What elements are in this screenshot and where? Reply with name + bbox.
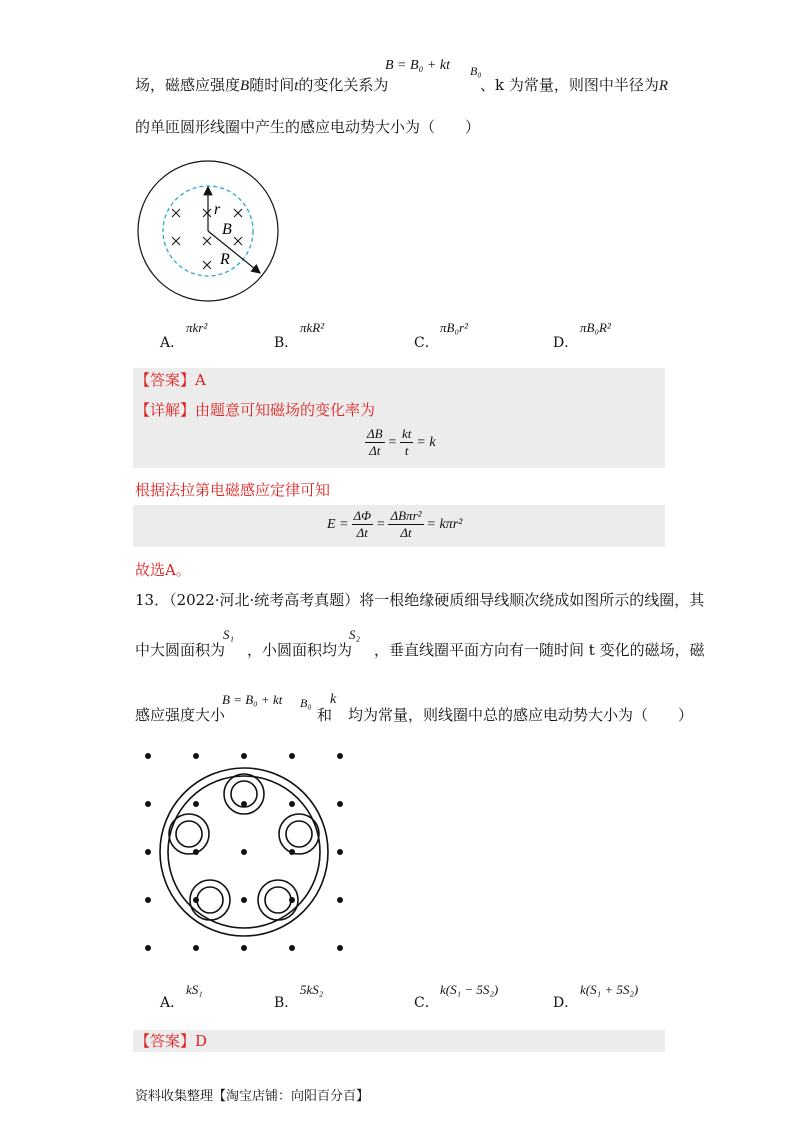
q13-formula: B = B₀ + kt bbox=[222, 692, 283, 707]
q13-option-b-letter: B． bbox=[274, 995, 299, 1011]
q13-stem-line2: 中大圆面积为 ，小圆面积均为 ，垂直线圈平面方向有一随时间 t 变化的磁场，磁 bbox=[135, 641, 705, 659]
q12-option-b-expr: πkR² bbox=[300, 320, 325, 335]
label-R: R bbox=[220, 251, 230, 268]
answer12-eq2: E = $\frac{\Delta\Phi}{\Delta t}$ = $\frac{\text{ΔBπr²}}{\Delta t}$ = kπr² bbox=[327, 508, 463, 540]
q12-figure bbox=[132, 158, 292, 308]
q13-option-a-expr: kS₁ bbox=[186, 982, 203, 997]
q13-figure bbox=[140, 748, 360, 968]
footer-text: 资料收集整理【淘宝店铺：向阳百分百】 bbox=[135, 1089, 370, 1104]
q12-option-d-expr: πB₀R² bbox=[580, 320, 611, 335]
q12-option-d-letter: D． bbox=[553, 335, 579, 351]
q13-option-d-expr: k(S₁ + 5S₂) bbox=[580, 982, 639, 997]
q12-b0: B₀ bbox=[470, 64, 482, 78]
q12-stem-line1-tail: 、k 为常量，则图中半径为R bbox=[480, 76, 669, 94]
q13-option-b-expr: 5kS₂ bbox=[300, 982, 324, 997]
q13-option-c-expr: k(S₁ − 5S₂) bbox=[440, 982, 499, 997]
q12-formula: B = B₀ + kt bbox=[385, 58, 450, 73]
q12-option-a-letter: A． bbox=[160, 335, 185, 351]
answer12-detail: 【详解】由题意可知磁场的变化率为 bbox=[135, 401, 376, 419]
answer13-label: 【答案】D bbox=[135, 1032, 208, 1050]
answer12-conclusion: 故选A。 bbox=[135, 561, 191, 579]
q13-option-d-letter: D． bbox=[553, 995, 579, 1011]
answer12-label: 【答案】A bbox=[135, 371, 206, 389]
q13-k: k bbox=[330, 692, 337, 707]
answer12-eq1: $\frac{\Delta B}{\Delta t}$ = $\frac{kt}{t}$ = k bbox=[367, 426, 436, 458]
q13-s1: S₁ bbox=[223, 627, 235, 642]
q13-stem-line1: 13．（2022·河北·统考高考真题）将一根绝缘硬质细导线顺次绕成如图所示的线圈，其 bbox=[135, 591, 705, 609]
q12-stem-line1: 场，磁感应强度B随时间t的变化关系为 bbox=[135, 76, 389, 94]
label-r: r bbox=[214, 201, 221, 218]
q12-option-b-letter: B． bbox=[274, 335, 299, 351]
q13-option-c-letter: C． bbox=[414, 995, 439, 1011]
q12-stem-line2: 的单匝圆形线圈中产生的感应电动势大小为（ ） bbox=[135, 118, 481, 136]
q13-s2: S₂ bbox=[349, 627, 361, 642]
label-B: B bbox=[222, 221, 232, 238]
q12-option-c-letter: C． bbox=[414, 335, 439, 351]
q12-option-c-expr: πB₀r² bbox=[440, 320, 468, 335]
q13-stem-line3: 感应强度大小 和 均为常量，则线圈中总的感应电动势大小为（ ） bbox=[135, 706, 694, 724]
field-dots bbox=[145, 753, 343, 951]
q12-option-a-expr: πkr² bbox=[186, 320, 208, 335]
field-crosses bbox=[172, 209, 242, 269]
q13-option-a-letter: A． bbox=[160, 995, 185, 1011]
faraday-text: 根据法拉第电磁感应定律可知 bbox=[135, 481, 331, 499]
q13-b0: B₀ bbox=[300, 696, 312, 710]
answer13-box bbox=[133, 1030, 665, 1052]
